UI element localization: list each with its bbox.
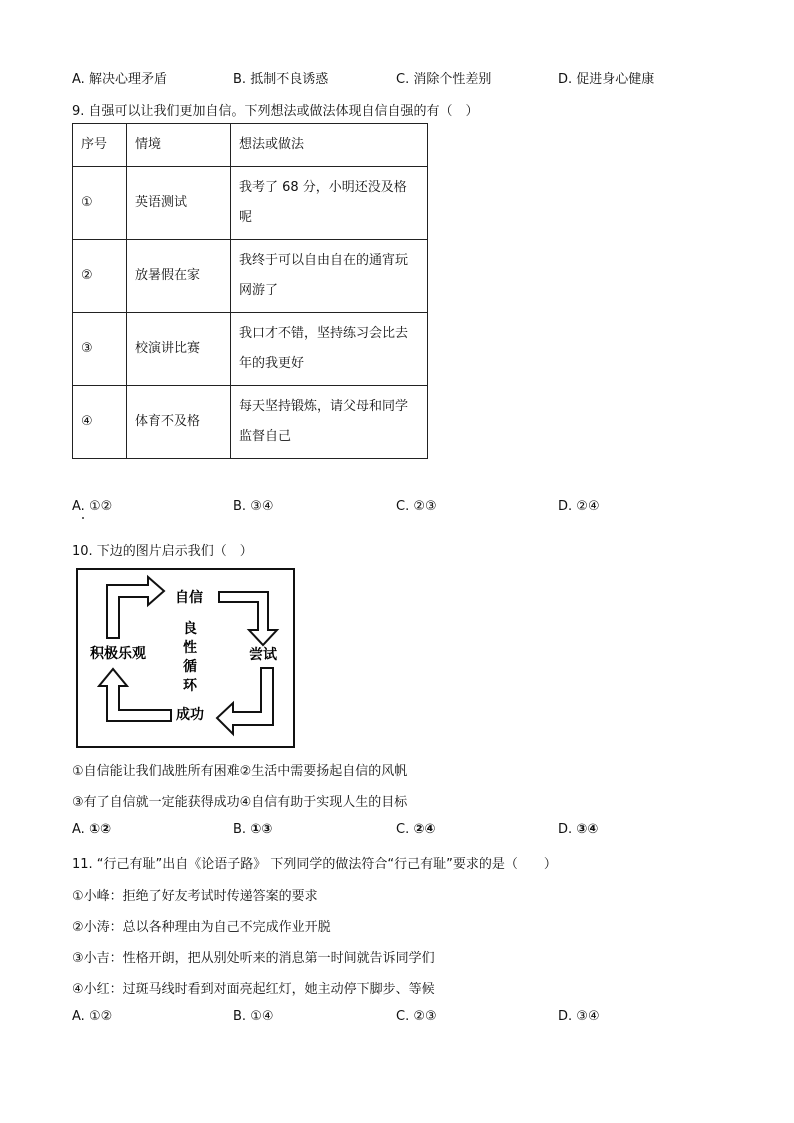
option-letter: A. [72,822,85,837]
option-text: ①③ [250,822,273,837]
q9-stem: 9. 自强可以让我们更加自信。下列想法或做法体现自信自强的有（ ） [72,104,479,119]
row-situation: 校演讲比赛 [127,313,231,386]
q11-item: ②小涛：总以各种理由为自己不完成作业开脱 [72,920,331,935]
header-thought: 想法或做法 [231,124,428,167]
option-letter: C. [396,1009,410,1024]
q8-option-d [558,68,654,87]
option-text: ①② [88,822,111,837]
q11-item: ④小红：过斑马线时看到对面亮起红灯，她主动停下脚步、等候 [72,982,435,997]
option-text: ①② [88,1009,113,1024]
thought-line: 我终于可以自由自在的通宵玩 [239,253,409,268]
q11-item: ③小吉：性格开朗，把从别处听来的消息第一时间就告诉同学们 [72,951,435,966]
q11-option-c [396,1009,437,1024]
q8-option-a [72,68,167,87]
row-situation: 放暑假在家 [127,240,231,313]
center-char: 环 [183,678,197,694]
q10-statement-2: ③有了自信就一定能获得成功④自信有助于实现人生的目标 [72,795,408,810]
option-text: 消除个性差别 [413,72,492,87]
row-thought [231,240,428,313]
thought-line: 我考了 68 分，小明还没及格 [239,180,407,195]
option-letter: C. [396,72,410,87]
table-row [73,240,428,313]
option-text: 促进身心健康 [576,72,655,87]
row-thought [231,313,428,386]
q8-option-b [233,68,328,87]
table-row [73,386,428,459]
table-header-row [73,124,428,167]
table-row [73,313,428,386]
q11-option-d [558,1009,600,1024]
thought-line: 年的我更好 [239,356,305,371]
row-thought [231,167,428,240]
thought-line: 网游了 [239,283,279,298]
q9-option-a [72,499,112,514]
q11-option-a [72,1009,112,1024]
center-char: 良 [183,621,197,637]
option-letter: B. [233,1009,247,1024]
option-letter: D. [558,822,573,837]
q8-option-c [396,68,491,87]
row-thought [231,386,428,459]
q10-option-d [558,822,598,837]
option-text: ②③ [413,1009,437,1024]
row-situation: 英语测试 [127,167,231,240]
q9-option-c [396,499,437,514]
q11-item: ①小峰：拒绝了好友考试时传递答案的要求 [72,889,318,904]
q10-stem: 10. 下边的图片启示我们（ ） [72,544,253,559]
option-letter: A. [72,499,85,514]
q10-option-c [396,822,435,837]
option-text: ③④ [576,1009,600,1024]
option-letter: D. [558,72,573,87]
option-text: ②④ [576,499,600,514]
q10-option-a [72,822,111,837]
option-text: 解决心理矛盾 [88,72,167,87]
option-letter: C. [396,499,410,514]
header-number: 序号 [73,124,127,167]
label-confidence: 自信 [175,590,203,606]
option-text: ①④ [250,1009,274,1024]
option-letter: D. [558,1009,573,1024]
q10-statement-1: ①自信能让我们战胜所有困难②生活中需要扬起自信的风帆 [72,764,408,779]
option-text: ③④ [250,499,274,514]
row-number: ④ [73,386,127,459]
q11-option-b [233,1009,274,1024]
center-char: 循 [183,659,197,675]
header-situation: 情境 [127,124,231,167]
option-text: ②④ [413,822,436,837]
q10-option-b [233,822,272,837]
thought-line: 呢 [239,210,253,225]
option-text: 抵制不良诱惑 [250,72,329,87]
option-letter: D. [558,499,573,514]
q9-option-b [233,499,274,514]
row-number: ① [73,167,127,240]
thought-line: 每天坚持锻炼，请父母和同学 [239,399,409,414]
q9-table [72,123,428,459]
option-letter: A. [72,1009,85,1024]
stray-dot [82,517,84,519]
center-char: 性 [183,640,197,656]
option-text: ③④ [576,822,599,837]
option-text: ②③ [413,499,437,514]
label-try: 尝试 [249,647,277,663]
label-optimism: 积极乐观 [90,646,146,662]
thought-line: 我口才不错，坚持练习会比去 [239,326,409,341]
option-letter: B. [233,822,247,837]
option-text: ①② [88,499,113,514]
q11-stem: 11. “行己有耻”出自《论语子路》 下列同学的做法符合“行己有耻”要求的是（ ） [72,857,557,872]
table-row [73,167,428,240]
label-success: 成功 [176,707,204,723]
option-letter: A. [72,72,85,87]
option-letter: C. [396,822,410,837]
row-number: ③ [73,313,127,386]
option-letter: B. [233,72,247,87]
row-number: ② [73,240,127,313]
row-situation: 体育不及格 [127,386,231,459]
cycle-diagram [76,568,295,748]
q9-option-d [558,499,600,514]
option-letter: B. [233,499,247,514]
thought-line: 监督自己 [239,429,292,444]
